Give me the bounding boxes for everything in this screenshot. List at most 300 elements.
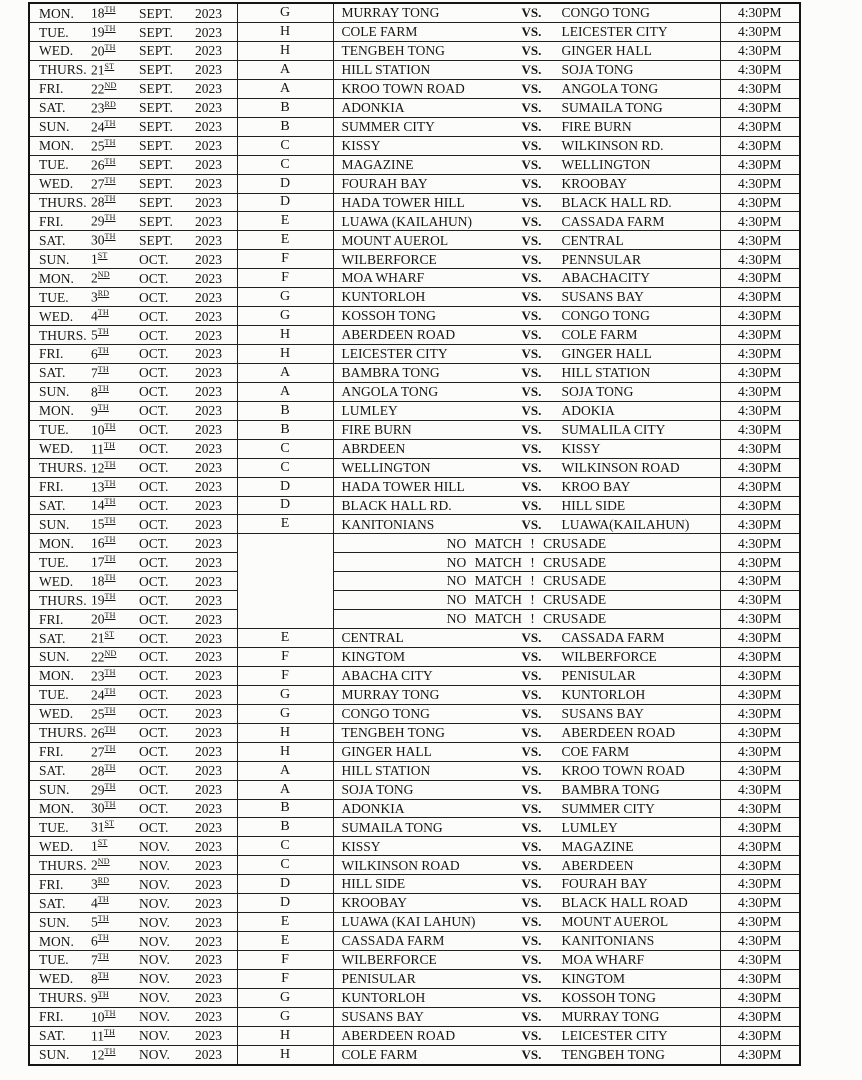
table-row bbox=[29, 42, 800, 61]
vs-label: VS. bbox=[521, 781, 542, 797]
ordinal-suffix: ND bbox=[104, 80, 117, 90]
match-cell bbox=[333, 79, 720, 98]
match-cell bbox=[333, 875, 720, 894]
date-number: 6TH bbox=[91, 345, 109, 362]
away-team: SUMALILA CITY bbox=[561, 421, 666, 437]
date-cell bbox=[29, 420, 237, 439]
vs-label: VS. bbox=[521, 706, 542, 722]
vs-label: VS. bbox=[521, 914, 542, 930]
ordinal-suffix: ST bbox=[104, 61, 115, 71]
time-cell: 4:30PM bbox=[720, 477, 800, 496]
match-cell bbox=[333, 288, 720, 307]
home-team: KINGTOM bbox=[341, 649, 405, 665]
match-cell bbox=[333, 969, 720, 988]
away-team: HILL SIDE bbox=[561, 497, 626, 513]
away-team: SUSANS BAY bbox=[561, 289, 644, 305]
table-row bbox=[29, 648, 800, 667]
table-row bbox=[29, 98, 800, 117]
away-team: SOJA TONG bbox=[561, 62, 634, 78]
month-label: OCT. bbox=[139, 403, 169, 419]
match-cell bbox=[333, 326, 720, 345]
vs-label: VS. bbox=[521, 100, 542, 116]
vs-label: VS. bbox=[521, 270, 542, 286]
month-label: OCT. bbox=[139, 763, 169, 779]
match-cell bbox=[333, 1026, 720, 1045]
group-cell: A bbox=[237, 382, 333, 401]
date-number: 21ST bbox=[91, 61, 115, 78]
table-row bbox=[29, 723, 800, 742]
group-cell: B bbox=[237, 818, 333, 837]
table-row bbox=[29, 420, 800, 439]
table-row bbox=[29, 913, 800, 932]
month-label: NOV. bbox=[139, 952, 170, 968]
table-row bbox=[29, 610, 800, 629]
ordinal-suffix: TH bbox=[97, 383, 109, 393]
vs-label: VS. bbox=[521, 687, 542, 703]
match-cell bbox=[333, 648, 720, 667]
year-label: 2023 bbox=[195, 554, 222, 570]
home-team: SUMMER CITY bbox=[341, 118, 435, 134]
day-label: TUE. bbox=[39, 819, 69, 835]
year-label: 2023 bbox=[195, 479, 222, 495]
ordinal-suffix: TH bbox=[104, 213, 116, 223]
group-cell: D bbox=[237, 174, 333, 193]
group-cell: G bbox=[237, 288, 333, 307]
ordinal-suffix: TH bbox=[104, 440, 116, 450]
date-cell bbox=[29, 269, 237, 288]
day-label: WED. bbox=[39, 838, 74, 854]
vs-label: VS. bbox=[521, 857, 542, 873]
date-cell bbox=[29, 723, 237, 742]
year-label: 2023 bbox=[195, 460, 222, 476]
date-cell bbox=[29, 951, 237, 970]
match-cell bbox=[333, 951, 720, 970]
day-label: SAT. bbox=[39, 1028, 66, 1044]
ordinal-suffix: TH bbox=[97, 895, 109, 905]
vs-label: VS. bbox=[521, 800, 542, 816]
date-number: 13TH bbox=[91, 478, 116, 495]
day-label: SUN. bbox=[39, 119, 70, 135]
group-cell: D bbox=[237, 875, 333, 894]
day-label: SUN. bbox=[39, 649, 70, 665]
date-number: 7TH bbox=[91, 364, 109, 381]
month-label: SEPT. bbox=[139, 43, 173, 59]
day-label: FRI. bbox=[39, 479, 64, 495]
year-label: 2023 bbox=[195, 535, 222, 551]
year-label: 2023 bbox=[195, 176, 222, 192]
date-cell bbox=[29, 610, 237, 629]
ordinal-suffix: TH bbox=[104, 800, 116, 810]
vs-label: VS. bbox=[521, 213, 542, 229]
table-row bbox=[29, 666, 800, 685]
ordinal-suffix: TH bbox=[97, 327, 109, 337]
group-cell: G bbox=[237, 988, 333, 1007]
table-row bbox=[29, 401, 800, 420]
date-cell bbox=[29, 439, 237, 458]
time-cell: 4:30PM bbox=[720, 269, 800, 288]
date-number: 21ST bbox=[91, 630, 115, 646]
day-label: MON. bbox=[39, 668, 74, 684]
table-row bbox=[29, 458, 800, 477]
away-team: ANGOLA TONG bbox=[561, 81, 659, 97]
match-cell bbox=[333, 212, 720, 231]
time-cell: 4:30PM bbox=[720, 98, 800, 117]
table-row bbox=[29, 345, 800, 364]
month-label: NOV. bbox=[139, 876, 170, 892]
match-cell bbox=[333, 155, 720, 174]
ordinal-suffix: TH bbox=[97, 933, 109, 943]
month-label: SEPT. bbox=[139, 100, 173, 116]
group-cell: D bbox=[237, 894, 333, 913]
ordinal-suffix: TH bbox=[104, 573, 116, 583]
table-row bbox=[29, 685, 800, 704]
ordinal-suffix: ST bbox=[104, 630, 115, 640]
table-row bbox=[29, 382, 800, 401]
time-cell: 4:30PM bbox=[720, 420, 800, 439]
home-team: HILL SIDE bbox=[341, 876, 406, 892]
date-number: 3RD bbox=[91, 876, 110, 892]
date-number: 10TH bbox=[91, 421, 116, 438]
date-number: 23TH bbox=[91, 667, 116, 684]
vs-label: VS. bbox=[521, 384, 542, 400]
date-cell bbox=[29, 629, 237, 648]
time-cell: 4:30PM bbox=[720, 856, 800, 875]
day-label: FRI. bbox=[39, 744, 64, 760]
time-cell: 4:30PM bbox=[720, 363, 800, 382]
date-number: 27TH bbox=[91, 743, 116, 760]
date-cell bbox=[29, 780, 237, 799]
date-number: 24TH bbox=[91, 686, 116, 703]
away-team: COLE FARM bbox=[561, 327, 638, 343]
away-team: KUNTORLOH bbox=[561, 687, 646, 703]
day-label: TUE. bbox=[39, 952, 69, 968]
table-row bbox=[29, 60, 800, 79]
time-cell: 4:30PM bbox=[720, 913, 800, 932]
day-label: THURS. bbox=[39, 194, 87, 210]
time-cell: 4:30PM bbox=[720, 136, 800, 155]
time-cell: 4:30PM bbox=[720, 742, 800, 761]
day-label: THURS. bbox=[39, 990, 87, 1006]
group-cell: H bbox=[237, 42, 333, 61]
year-label: 2023 bbox=[195, 251, 222, 267]
match-cell bbox=[333, 174, 720, 193]
home-team: WILBERFORCE bbox=[341, 952, 437, 968]
year-label: 2023 bbox=[195, 5, 222, 21]
away-team: GINGER HALL bbox=[561, 43, 652, 59]
date-cell bbox=[29, 212, 237, 231]
vs-label: VS. bbox=[521, 630, 542, 646]
table-row bbox=[29, 1026, 800, 1045]
date-number: 20TH bbox=[91, 42, 116, 59]
vs-label: VS. bbox=[521, 175, 542, 191]
day-label: SAT. bbox=[39, 763, 66, 779]
table-row bbox=[29, 307, 800, 326]
table-row bbox=[29, 818, 800, 837]
away-team: CASSADA FARM bbox=[561, 630, 665, 646]
home-team: LUAWA (KAILAHUN) bbox=[341, 213, 473, 229]
month-label: OCT. bbox=[139, 782, 169, 798]
vs-label: VS. bbox=[521, 327, 542, 343]
date-number: 14TH bbox=[91, 497, 116, 513]
ordinal-suffix: TH bbox=[104, 232, 116, 242]
vs-label: VS. bbox=[521, 403, 542, 419]
vs-label: VS. bbox=[521, 289, 542, 305]
away-team: KANITONIANS bbox=[561, 933, 655, 949]
month-label: NOV. bbox=[139, 895, 170, 911]
month-label: OCT. bbox=[139, 365, 169, 381]
ordinal-suffix: TH bbox=[104, 1046, 116, 1056]
ordinal-suffix: TH bbox=[97, 914, 109, 924]
year-label: 2023 bbox=[195, 213, 222, 229]
table-row bbox=[29, 742, 800, 761]
ordinal-suffix: TH bbox=[104, 1027, 116, 1037]
year-label: 2023 bbox=[195, 895, 222, 911]
group-cell: F bbox=[237, 969, 333, 988]
home-team: CASSADA FARM bbox=[341, 933, 445, 949]
match-cell bbox=[333, 988, 720, 1007]
date-number: 28TH bbox=[91, 194, 116, 210]
date-number: 31ST bbox=[91, 819, 115, 835]
table-row bbox=[29, 837, 800, 856]
date-number: 16TH bbox=[91, 535, 116, 551]
vs-label: VS. bbox=[521, 668, 542, 684]
year-label: 2023 bbox=[195, 668, 222, 684]
home-team: HADA TOWER HILL bbox=[341, 194, 465, 210]
time-cell: 4:30PM bbox=[720, 439, 800, 458]
date-cell bbox=[29, 23, 237, 42]
time-cell: 4:30PM bbox=[720, 780, 800, 799]
ordinal-suffix: TH bbox=[97, 970, 109, 980]
time-cell: 4:30PM bbox=[720, 648, 800, 667]
date-number: 27TH bbox=[91, 175, 116, 192]
date-number: 9TH bbox=[91, 989, 109, 1006]
time-cell: 4:30PM bbox=[720, 685, 800, 704]
away-team: BLACK HALL RD. bbox=[561, 194, 672, 210]
date-cell bbox=[29, 98, 237, 117]
day-label: SUN. bbox=[39, 384, 70, 400]
fixture-table-body bbox=[29, 3, 800, 1065]
time-cell: 4:30PM bbox=[720, 1007, 800, 1026]
table-row bbox=[29, 288, 800, 307]
vs-label: VS. bbox=[521, 876, 542, 892]
match-cell bbox=[333, 458, 720, 477]
match-cell bbox=[333, 685, 720, 704]
away-team: CONGO TONG bbox=[561, 5, 650, 21]
date-cell bbox=[29, 515, 237, 534]
date-cell bbox=[29, 875, 237, 894]
day-label: MON. bbox=[39, 535, 74, 551]
ordinal-suffix: TH bbox=[104, 686, 116, 696]
year-label: 2023 bbox=[195, 819, 222, 835]
table-row bbox=[29, 326, 800, 345]
group-cell: A bbox=[237, 761, 333, 780]
group-cell: G bbox=[237, 3, 333, 23]
day-label: SUN. bbox=[39, 251, 70, 267]
vs-label: VS. bbox=[521, 118, 542, 134]
group-cell: G bbox=[237, 1007, 333, 1026]
match-cell bbox=[333, 98, 720, 117]
month-label: OCT. bbox=[139, 422, 169, 438]
group-cell: F bbox=[237, 269, 333, 288]
away-team: BLACK HALL ROAD bbox=[561, 895, 688, 911]
table-row bbox=[29, 496, 800, 515]
ordinal-suffix: TH bbox=[104, 156, 116, 166]
date-number: 12TH bbox=[91, 1046, 116, 1063]
home-team: ABERDEEN ROAD bbox=[341, 1027, 456, 1043]
day-label: TUE. bbox=[39, 157, 69, 173]
day-label: THURS. bbox=[39, 460, 87, 476]
vs-label: VS. bbox=[521, 62, 542, 78]
table-row bbox=[29, 515, 800, 534]
home-team: KISSY bbox=[341, 137, 381, 153]
year-label: 2023 bbox=[195, 782, 222, 798]
date-cell bbox=[29, 193, 237, 212]
group-cell: F bbox=[237, 666, 333, 685]
time-cell: 4:30PM bbox=[720, 326, 800, 345]
match-cell bbox=[333, 439, 720, 458]
date-cell bbox=[29, 307, 237, 326]
time-cell: 4:30PM bbox=[720, 932, 800, 951]
date-cell bbox=[29, 1026, 237, 1045]
month-label: NOV. bbox=[139, 971, 170, 987]
year-label: 2023 bbox=[195, 573, 222, 589]
match-cell bbox=[333, 3, 720, 23]
date-number: 18TH bbox=[91, 5, 116, 21]
vs-label: VS. bbox=[521, 649, 542, 665]
away-team: ADOKIA bbox=[561, 403, 615, 419]
time-cell: 4:30PM bbox=[720, 1026, 800, 1045]
date-cell bbox=[29, 761, 237, 780]
time-cell: 4:30PM bbox=[720, 117, 800, 136]
day-label: SUN. bbox=[39, 1047, 70, 1063]
year-label: 2023 bbox=[195, 763, 222, 779]
year-label: 2023 bbox=[195, 119, 222, 135]
match-cell bbox=[333, 193, 720, 212]
vs-label: VS. bbox=[521, 762, 542, 778]
month-label: SEPT. bbox=[139, 5, 173, 21]
ordinal-suffix: TH bbox=[104, 137, 116, 147]
home-team: MOUNT AUEROL bbox=[341, 232, 449, 248]
match-cell bbox=[333, 666, 720, 685]
ordinal-suffix: TH bbox=[104, 421, 116, 431]
year-label: 2023 bbox=[195, 327, 222, 343]
ordinal-suffix: TH bbox=[104, 516, 116, 526]
ordinal-suffix: TH bbox=[97, 989, 109, 999]
month-label: OCT. bbox=[139, 573, 169, 589]
year-label: 2023 bbox=[195, 649, 222, 665]
ordinal-suffix: ST bbox=[104, 819, 115, 829]
ordinal-suffix: TH bbox=[104, 667, 116, 677]
ordinal-suffix: TH bbox=[104, 781, 116, 791]
home-team: CENTRAL bbox=[341, 630, 404, 646]
vs-label: VS. bbox=[521, 43, 542, 59]
month-label: OCT. bbox=[139, 592, 169, 608]
group-cell: G bbox=[237, 704, 333, 723]
home-team: WELLINGTON bbox=[341, 459, 431, 475]
date-number: 8TH bbox=[91, 383, 109, 400]
match-cell bbox=[333, 1045, 720, 1065]
table-row bbox=[29, 212, 800, 231]
ordinal-suffix: TH bbox=[97, 402, 109, 412]
year-label: 2023 bbox=[195, 876, 222, 892]
away-team: WILKINSON ROAD bbox=[561, 459, 680, 475]
date-cell bbox=[29, 818, 237, 837]
no-match-text: NO MATCH ! CRUSADE bbox=[446, 592, 607, 608]
year-label: 2023 bbox=[195, 952, 222, 968]
vs-label: VS. bbox=[521, 743, 542, 759]
time-cell: 4:30PM bbox=[720, 288, 800, 307]
day-label: TUE. bbox=[39, 687, 69, 703]
date-number: 10TH bbox=[91, 1008, 116, 1025]
date-cell bbox=[29, 42, 237, 61]
group-cell: E bbox=[237, 932, 333, 951]
month-label: OCT. bbox=[139, 289, 169, 305]
away-team: KROO TOWN ROAD bbox=[561, 762, 685, 778]
date-number: 28TH bbox=[91, 762, 116, 779]
ordinal-suffix: TH bbox=[104, 478, 116, 488]
year-label: 2023 bbox=[195, 838, 222, 854]
match-cell bbox=[333, 610, 720, 629]
date-cell bbox=[29, 666, 237, 685]
date-cell bbox=[29, 288, 237, 307]
date-cell bbox=[29, 685, 237, 704]
month-label: NOV. bbox=[139, 1009, 170, 1025]
table-row bbox=[29, 591, 800, 610]
ordinal-suffix: ST bbox=[97, 251, 108, 261]
date-cell bbox=[29, 477, 237, 496]
away-team: BAMBRA TONG bbox=[561, 781, 660, 797]
vs-label: VS. bbox=[521, 308, 542, 324]
date-number: 15TH bbox=[91, 516, 116, 532]
date-cell bbox=[29, 988, 237, 1007]
time-cell: 4:30PM bbox=[720, 401, 800, 420]
ordinal-suffix: TH bbox=[97, 364, 109, 374]
table-row bbox=[29, 117, 800, 136]
away-team: ABERDEEN ROAD bbox=[561, 724, 676, 740]
away-team: COE FARM bbox=[561, 743, 630, 759]
day-label: FRI. bbox=[39, 213, 64, 229]
month-label: OCT. bbox=[139, 535, 169, 551]
date-cell bbox=[29, 534, 237, 553]
date-cell bbox=[29, 458, 237, 477]
time-cell: 4:30PM bbox=[720, 23, 800, 42]
vs-label: VS. bbox=[521, 81, 542, 97]
date-number: 3RD bbox=[91, 289, 110, 305]
away-team: CASSADA FARM bbox=[561, 213, 665, 229]
month-label: SEPT. bbox=[139, 81, 173, 97]
ordinal-suffix: TH bbox=[104, 1008, 116, 1018]
date-cell bbox=[29, 250, 237, 269]
away-team: KROOBAY bbox=[561, 175, 628, 191]
group-cell: C bbox=[237, 837, 333, 856]
date-number: 18TH bbox=[91, 573, 116, 589]
match-cell bbox=[333, 1007, 720, 1026]
date-cell bbox=[29, 1007, 237, 1026]
vs-label: VS. bbox=[521, 724, 542, 740]
time-cell: 4:30PM bbox=[720, 193, 800, 212]
table-row bbox=[29, 875, 800, 894]
day-label: WED. bbox=[39, 573, 74, 589]
month-label: OCT. bbox=[139, 516, 169, 532]
merged-group-cell bbox=[237, 534, 333, 629]
year-label: 2023 bbox=[195, 194, 222, 210]
ordinal-suffix: TH bbox=[97, 345, 109, 355]
month-label: OCT. bbox=[139, 819, 169, 835]
date-cell bbox=[29, 969, 237, 988]
day-label: SUN. bbox=[39, 516, 70, 532]
month-label: SEPT. bbox=[139, 138, 173, 154]
ordinal-suffix: RD bbox=[104, 99, 117, 109]
